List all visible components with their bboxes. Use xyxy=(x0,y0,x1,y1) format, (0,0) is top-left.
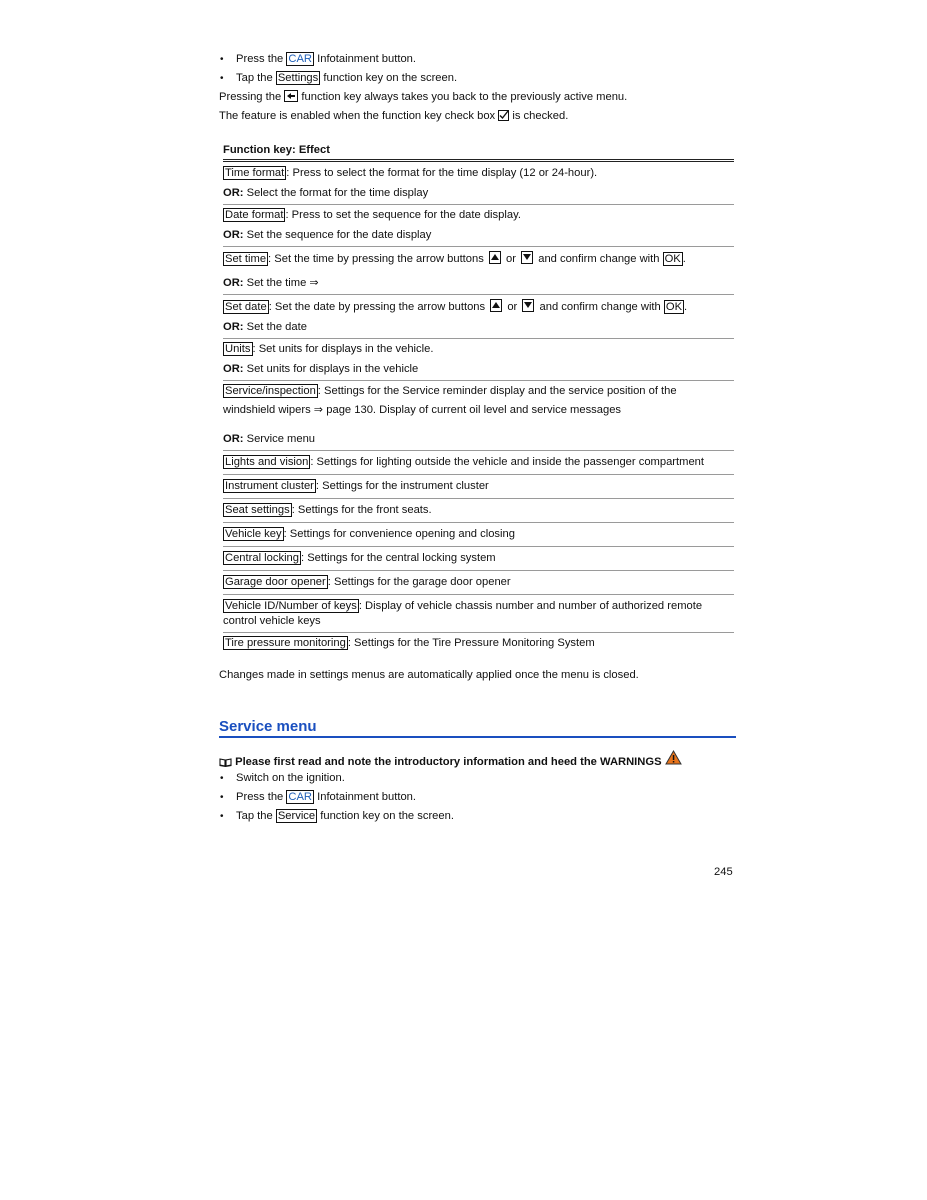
table-row: Seat settings : Settings for the front seats. xyxy=(223,499,734,523)
warning-triangle-icon xyxy=(665,750,682,765)
arrow-down-icon xyxy=(522,299,534,312)
central-locking-key: Central locking xyxy=(225,552,299,564)
table-row: Vehicle key : Settings for convenience opening and closing xyxy=(223,523,734,547)
table-row: Units : Set units for displays in the vehicle. OR: Set units for displays in the vehicle xyxy=(223,339,734,381)
table-row: Date format : Press to set the sequence for the date display. OR: Set the sequence for the date display xyxy=(223,205,734,247)
checked-checkbox-icon xyxy=(498,110,509,121)
settings-key: Settings xyxy=(277,72,319,84)
set-time-key: Set time xyxy=(225,253,267,265)
service-key: Service xyxy=(277,810,316,822)
service-menu-heading: Service menu xyxy=(219,718,736,738)
date-format-key: Date format xyxy=(225,209,284,221)
table-row: Time format : Press to select the format for the time display (12 or 24-hour). OR: Select the format for the time display xyxy=(223,163,734,205)
book-icon xyxy=(219,757,232,767)
set-date-key: Set date xyxy=(225,301,267,313)
table-header: Function key: Effect xyxy=(223,144,330,156)
ok-key: OK xyxy=(665,301,683,313)
table-row: Garage door opener : Settings for the garage door opener xyxy=(223,571,734,595)
page-number: 245 xyxy=(714,866,733,878)
units-key: Units xyxy=(225,343,251,355)
ok-key: OK xyxy=(664,253,681,265)
lights-vision-key: Lights and vision xyxy=(225,456,309,468)
table-row: Service/inspection : Settings for the Service reminder display and the service position of the windshield wipers ⇒ page 130. Display of current oil level and service messages OR: Service menu xyxy=(223,381,734,451)
table-row: Set date : Set the date by pressing the arrow buttons or and confirm change with OK . OR: Set the date xyxy=(223,295,734,339)
bullet-tap-settings: • Tap the Settings function key on the screen. xyxy=(219,69,735,88)
tire-pressure-key: Tire pressure monitoring xyxy=(225,637,346,649)
checkbox-paragraph: The feature is enabled when the function key check box is checked. xyxy=(219,110,569,122)
garage-door-opener-key: Garage door opener xyxy=(225,576,326,588)
back-arrow-icon xyxy=(284,90,298,102)
header-rule xyxy=(223,159,734,162)
bullet-tap-service: • Tap the Service function key on the screen. xyxy=(219,807,735,826)
vehicle-id-key: Vehicle ID/Number of keys xyxy=(225,600,357,612)
car-key: CAR xyxy=(288,53,312,65)
warnings-intro: Please first read and note the introductory information and heed the WARNINGS xyxy=(219,750,735,769)
car-key: CAR xyxy=(288,791,312,803)
arrow-up-icon xyxy=(489,251,501,264)
time-format-key: Time format xyxy=(225,167,285,179)
table-row: Lights and vision : Settings for lighting outside the vehicle and inside the passenger compartment xyxy=(223,451,734,475)
manual-page xyxy=(219,50,735,826)
vehicle-key-key: Vehicle key xyxy=(225,528,282,540)
seat-settings-key: Seat settings xyxy=(225,504,290,516)
table-row: Vehicle ID/Number of keys : Display of vehicle chassis number and number of authorized remote control vehicle keys xyxy=(223,595,734,633)
arrow-up-icon xyxy=(490,299,502,312)
bullet-ignition: • Switch on the ignition. xyxy=(219,769,735,788)
bullet-press-car: • Press the CAR Infotainment button. xyxy=(219,788,735,807)
table-row: Central locking : Settings for the central locking system xyxy=(223,547,734,571)
instrument-cluster-key: Instrument cluster xyxy=(225,480,314,492)
service-inspection-key: Service/inspection xyxy=(225,385,316,397)
function-key-table xyxy=(223,142,734,649)
back-paragraph: Pressing the function key always takes you back to the previously active menu. xyxy=(219,91,628,103)
settings-note: Changes made in settings menus are automatically applied once the menu is closed. xyxy=(219,669,639,681)
table-row: Instrument cluster : Settings for the instrument cluster xyxy=(223,475,734,499)
arrow-down-icon xyxy=(521,251,533,264)
bullet-press-car: • Press the CAR Infotainment button. xyxy=(219,50,735,69)
table-row: Set time : Set the time by pressing the arrow buttons or and confirm change with OK . OR: Set the time ⇒ xyxy=(223,247,734,295)
table-row: Tire pressure monitoring : Settings for the Tire Pressure Monitoring System xyxy=(225,637,595,649)
